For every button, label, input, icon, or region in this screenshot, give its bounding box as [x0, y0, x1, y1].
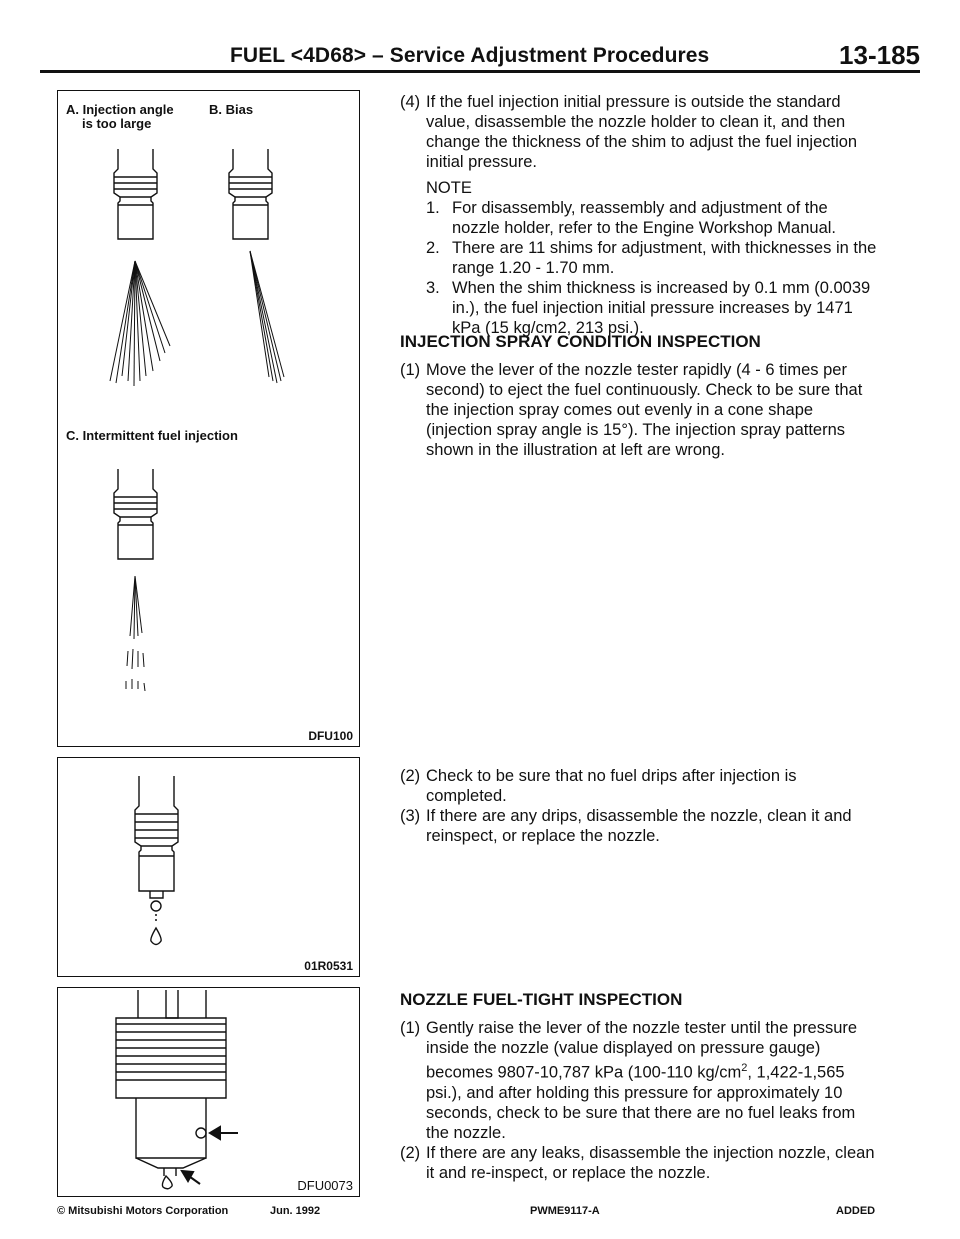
drip-step-2-text: Check to be sure that no fuel drips after injection is completed.: [426, 767, 797, 805]
figure-drip-check: [57, 757, 360, 977]
note-3-number: 3.: [426, 279, 440, 297]
spray-inspection-heading: INJECTION SPRAY CONDITION INSPECTION: [400, 332, 761, 351]
note-1-text: For disassembly, reassembly and adjustment of the nozzle holder, refer to the Engine Workshop Manual.: [452, 199, 837, 237]
spray-patterns-drawing: [58, 91, 358, 745]
fuel-tight-step-1-text: [426, 1018, 878, 1143]
drip-step-2-number: (2): [400, 767, 421, 785]
figure-fuel-tight: [57, 987, 360, 1197]
figure-spray-patterns: [57, 90, 360, 747]
note-1-number: 1.: [426, 199, 440, 217]
spray-a-wide: [110, 261, 170, 386]
fuel-tight-step-1-number: (1): [400, 1019, 421, 1037]
spray-c-intermittent: [126, 576, 145, 691]
fuel-tight-step-2: [400, 1143, 878, 1183]
page-header: [40, 40, 920, 74]
spray-step-1-number: (1): [400, 361, 421, 379]
fuel-tight-step-2-number: (2): [400, 1143, 421, 1162]
label-injection-angle-line1: A. Injection angle: [66, 102, 174, 117]
drip-step-3-number: (3): [400, 807, 421, 825]
header-rule: [40, 70, 920, 73]
fuel-tight-heading: NOZZLE FUEL-TIGHT INSPECTION: [400, 990, 683, 1009]
footer-copyright: © Mitsubishi Motors Corporation: [57, 1205, 229, 1217]
fuel-tight-step-1-superscript: 2: [741, 1062, 748, 1074]
fuel-tight-step-1-text-b: , 1,422-1,565 psi.), and after holding this pressure for approximately 10 seconds, check to be sure that there are no fuel leaks from the nozzle.: [426, 1063, 856, 1142]
footer-date: Jun. 1992: [270, 1205, 321, 1217]
label-intermittent: C. Intermittent fuel injection: [66, 428, 238, 443]
nozzle-a-drawing: [114, 149, 157, 239]
step-4-number: (4): [400, 93, 421, 111]
page-number: 13-185: [839, 40, 920, 70]
footer-doc-code: PWME9117-A: [530, 1205, 600, 1217]
spray-step-1: [400, 360, 878, 460]
note-2-number: 2.: [426, 239, 440, 257]
fuel-tight-drawing: [58, 988, 358, 1195]
drip-check-drawing: [58, 758, 358, 975]
note-label: NOTE: [426, 179, 472, 197]
figure-code-dfu100: DFU100: [308, 729, 353, 743]
spray-b-bias: [250, 251, 284, 383]
fuel-tight-step-2-text: If there are any leaks, disassemble the injection nozzle, clean it and re-inspect, or replace the nozzle.: [426, 1143, 875, 1182]
fuel-tight-step-1: [400, 1018, 878, 1143]
label-bias: B. Bias: [209, 102, 254, 117]
drip-step-2: [400, 766, 878, 806]
step-4-text: If the fuel injection initial pressure is outside the standard value, disassemble the nozzle holder to clean it, and then change the thickness of the shim to adjust the fuel injection initial pressure.: [426, 93, 858, 171]
label-injection-angle-line2: is too large: [82, 116, 152, 131]
fuel-tight-section: [400, 990, 878, 1183]
spray-step-1-text: Move the lever of the nozzle tester rapidly (4 - 6 times per second) to eject the fuel continuously. Check to be sure that the injection spray comes out evenly in a cone shape (injection spray angle is 15°). The injection spray patterns shown in the illustration at left are wrong.: [426, 361, 863, 459]
drip-step-3-text: If there are any drips, disassemble the nozzle, clean it and reinspect, or replace the nozzle.: [426, 807, 852, 845]
note-3-text: When the shim thickness is increased by 0.1 mm (0.0039 in.), the fuel injection initial pressure increases by 1471 kPa (15 kg/cm2, 213 psi.).: [452, 279, 871, 337]
nozzle-threaded-drawing: [116, 990, 226, 1189]
drip-check-section: [400, 766, 878, 846]
step-4: [400, 92, 878, 172]
drip-dots: [155, 914, 157, 921]
note-item-3: [426, 278, 878, 338]
page-title: FUEL <4D68> – Service Adjustment Procedures: [230, 44, 710, 67]
drip-step-3: [400, 806, 878, 846]
note-2-text: There are 11 shims for adjustment, with thicknesses in the range 1.20 - 1.70 mm.: [452, 239, 877, 277]
figure-code-01r0531: 01R0531: [304, 959, 353, 973]
fuel-tight-step-1-text-a: Gently raise the lever of the nozzle tester until the pressure inside the nozzle (value displayed on pressure gauge) becomes 9807-10,787 kPa (100-110 kg/cm: [426, 1019, 858, 1082]
note-item-1: [426, 198, 878, 238]
leak-arrow-icons: [182, 1127, 238, 1184]
footer-added: ADDED: [836, 1205, 876, 1217]
figure-code-dfu0073: DFU0073: [297, 1178, 353, 1193]
nozzle-c-drawing: [114, 469, 157, 559]
nozzle-b-drawing: [229, 149, 272, 239]
spray-inspection-section: [400, 332, 878, 460]
shim-adjustment-section: [400, 92, 878, 338]
note-item-2: [426, 238, 878, 278]
